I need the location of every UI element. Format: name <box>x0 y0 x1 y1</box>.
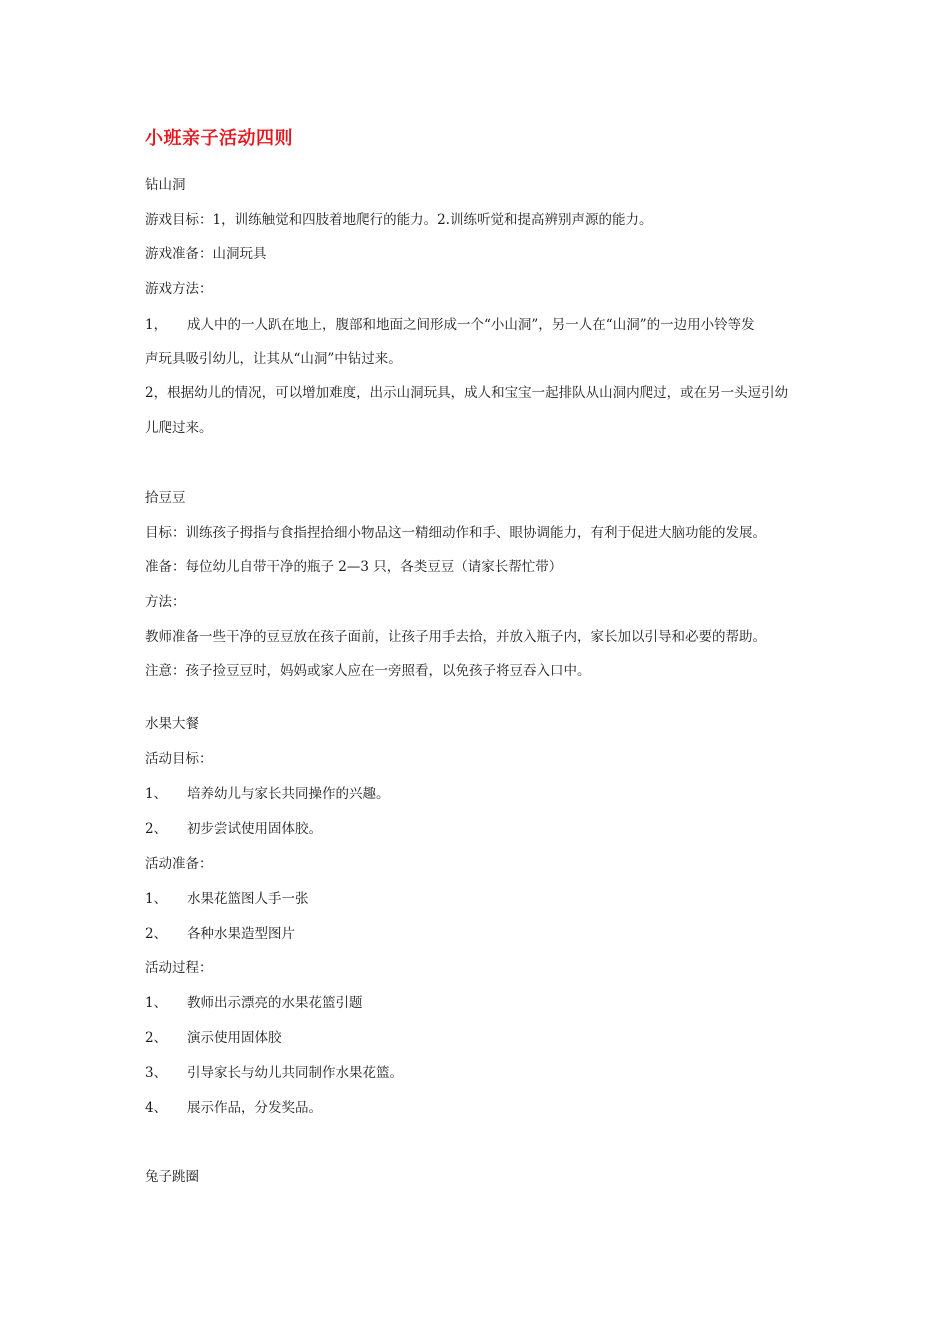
section3-goal-label: 活动目标： <box>145 751 213 767</box>
section-heading-shuiguodacan: 水果大餐 <box>145 716 199 732</box>
list-item-number: 2、 <box>145 821 168 837</box>
section1-step1-line2: 声玩具吸引幼儿，让其从“山洞”中钻过来。 <box>145 351 402 367</box>
list-item-text: 演示使用固体胶 <box>187 1030 282 1046</box>
list-item <box>145 785 390 803</box>
list-item-text: 引导家长与幼儿共同制作水果花篮。 <box>187 1065 403 1081</box>
section1-step2-line1: 2，根据幼儿的情况，可以增加难度，出示山洞玩具，成人和宝宝一起排队从山洞内爬过，或在另一头逗引幼 <box>145 385 789 401</box>
list-item <box>145 1099 322 1117</box>
section2-method-label: 方法： <box>145 594 186 610</box>
list-item-number: 3、 <box>145 1065 168 1081</box>
list-item-number: 2、 <box>145 1030 168 1046</box>
step-number: 1， <box>145 317 168 333</box>
section1-step1-line1 <box>145 316 755 334</box>
list-item <box>145 1029 282 1047</box>
section3-prep-label: 活动准备： <box>145 856 213 872</box>
list-item-text: 水果花篮图人手一张 <box>187 891 309 907</box>
list-item-text: 初步尝试使用固体胶。 <box>187 821 322 837</box>
section1-step2-line2: 儿爬过来。 <box>145 420 213 436</box>
section1-method-label: 游戏方法： <box>145 281 213 297</box>
section-heading-zuanshandong: 钻山洞 <box>145 177 186 193</box>
list-item-number: 2、 <box>145 926 168 942</box>
section-heading-shidoudou: 拾豆豆 <box>145 490 186 506</box>
section2-goal: 目标：训练孩子拇指与食指捏拾细小物品这一精细动作和手、眼协调能力，有利于促进大脑功能的发展。 <box>145 525 766 541</box>
list-item <box>145 820 322 838</box>
list-item-text: 展示作品，分发奖品。 <box>187 1100 322 1116</box>
list-item-text: 培养幼儿与家长共同操作的兴趣。 <box>187 786 390 802</box>
list-item <box>145 1064 403 1082</box>
list-item-number: 1、 <box>145 891 168 907</box>
section2-method: 教师准备一些干净的豆豆放在孩子面前，让孩子用手去拾，并放入瓶子内，家长加以引导和必要的帮助。 <box>145 629 766 645</box>
list-item-text: 各种水果造型图片 <box>187 926 295 942</box>
section3-process-label: 活动过程： <box>145 960 213 976</box>
list-item-number: 1、 <box>145 995 168 1011</box>
section2-note: 注意：孩子捡豆豆时，妈妈或家人应在一旁照看，以免孩子将豆吞入口中。 <box>145 663 591 679</box>
section1-goal: 游戏目标：1，训练触觉和四肢着地爬行的能力。2.训练听觉和提高辨别声源的能力。 <box>145 212 653 228</box>
list-item <box>145 994 363 1012</box>
section-heading-tuzitiaoquan: 兔子跳圈 <box>145 1169 199 1185</box>
document-title: 小班亲子活动四则 <box>145 128 293 149</box>
section1-prep: 游戏准备：山洞玩具 <box>145 246 267 262</box>
list-item <box>145 925 295 943</box>
step-text: 成人中的一人趴在地上，腹部和地面之间形成一个“小山洞”，另一人在“山洞”的一边用小铃等发 <box>187 317 755 333</box>
section2-prep: 准备：每位幼儿自带干净的瓶子 2—3 只，各类豆豆（请家长帮忙带） <box>145 559 563 575</box>
list-item-text: 教师出示漂亮的水果花篮引题 <box>187 995 363 1011</box>
list-item-number: 1、 <box>145 786 168 802</box>
list-item-number: 4、 <box>145 1100 168 1116</box>
list-item <box>145 890 309 908</box>
